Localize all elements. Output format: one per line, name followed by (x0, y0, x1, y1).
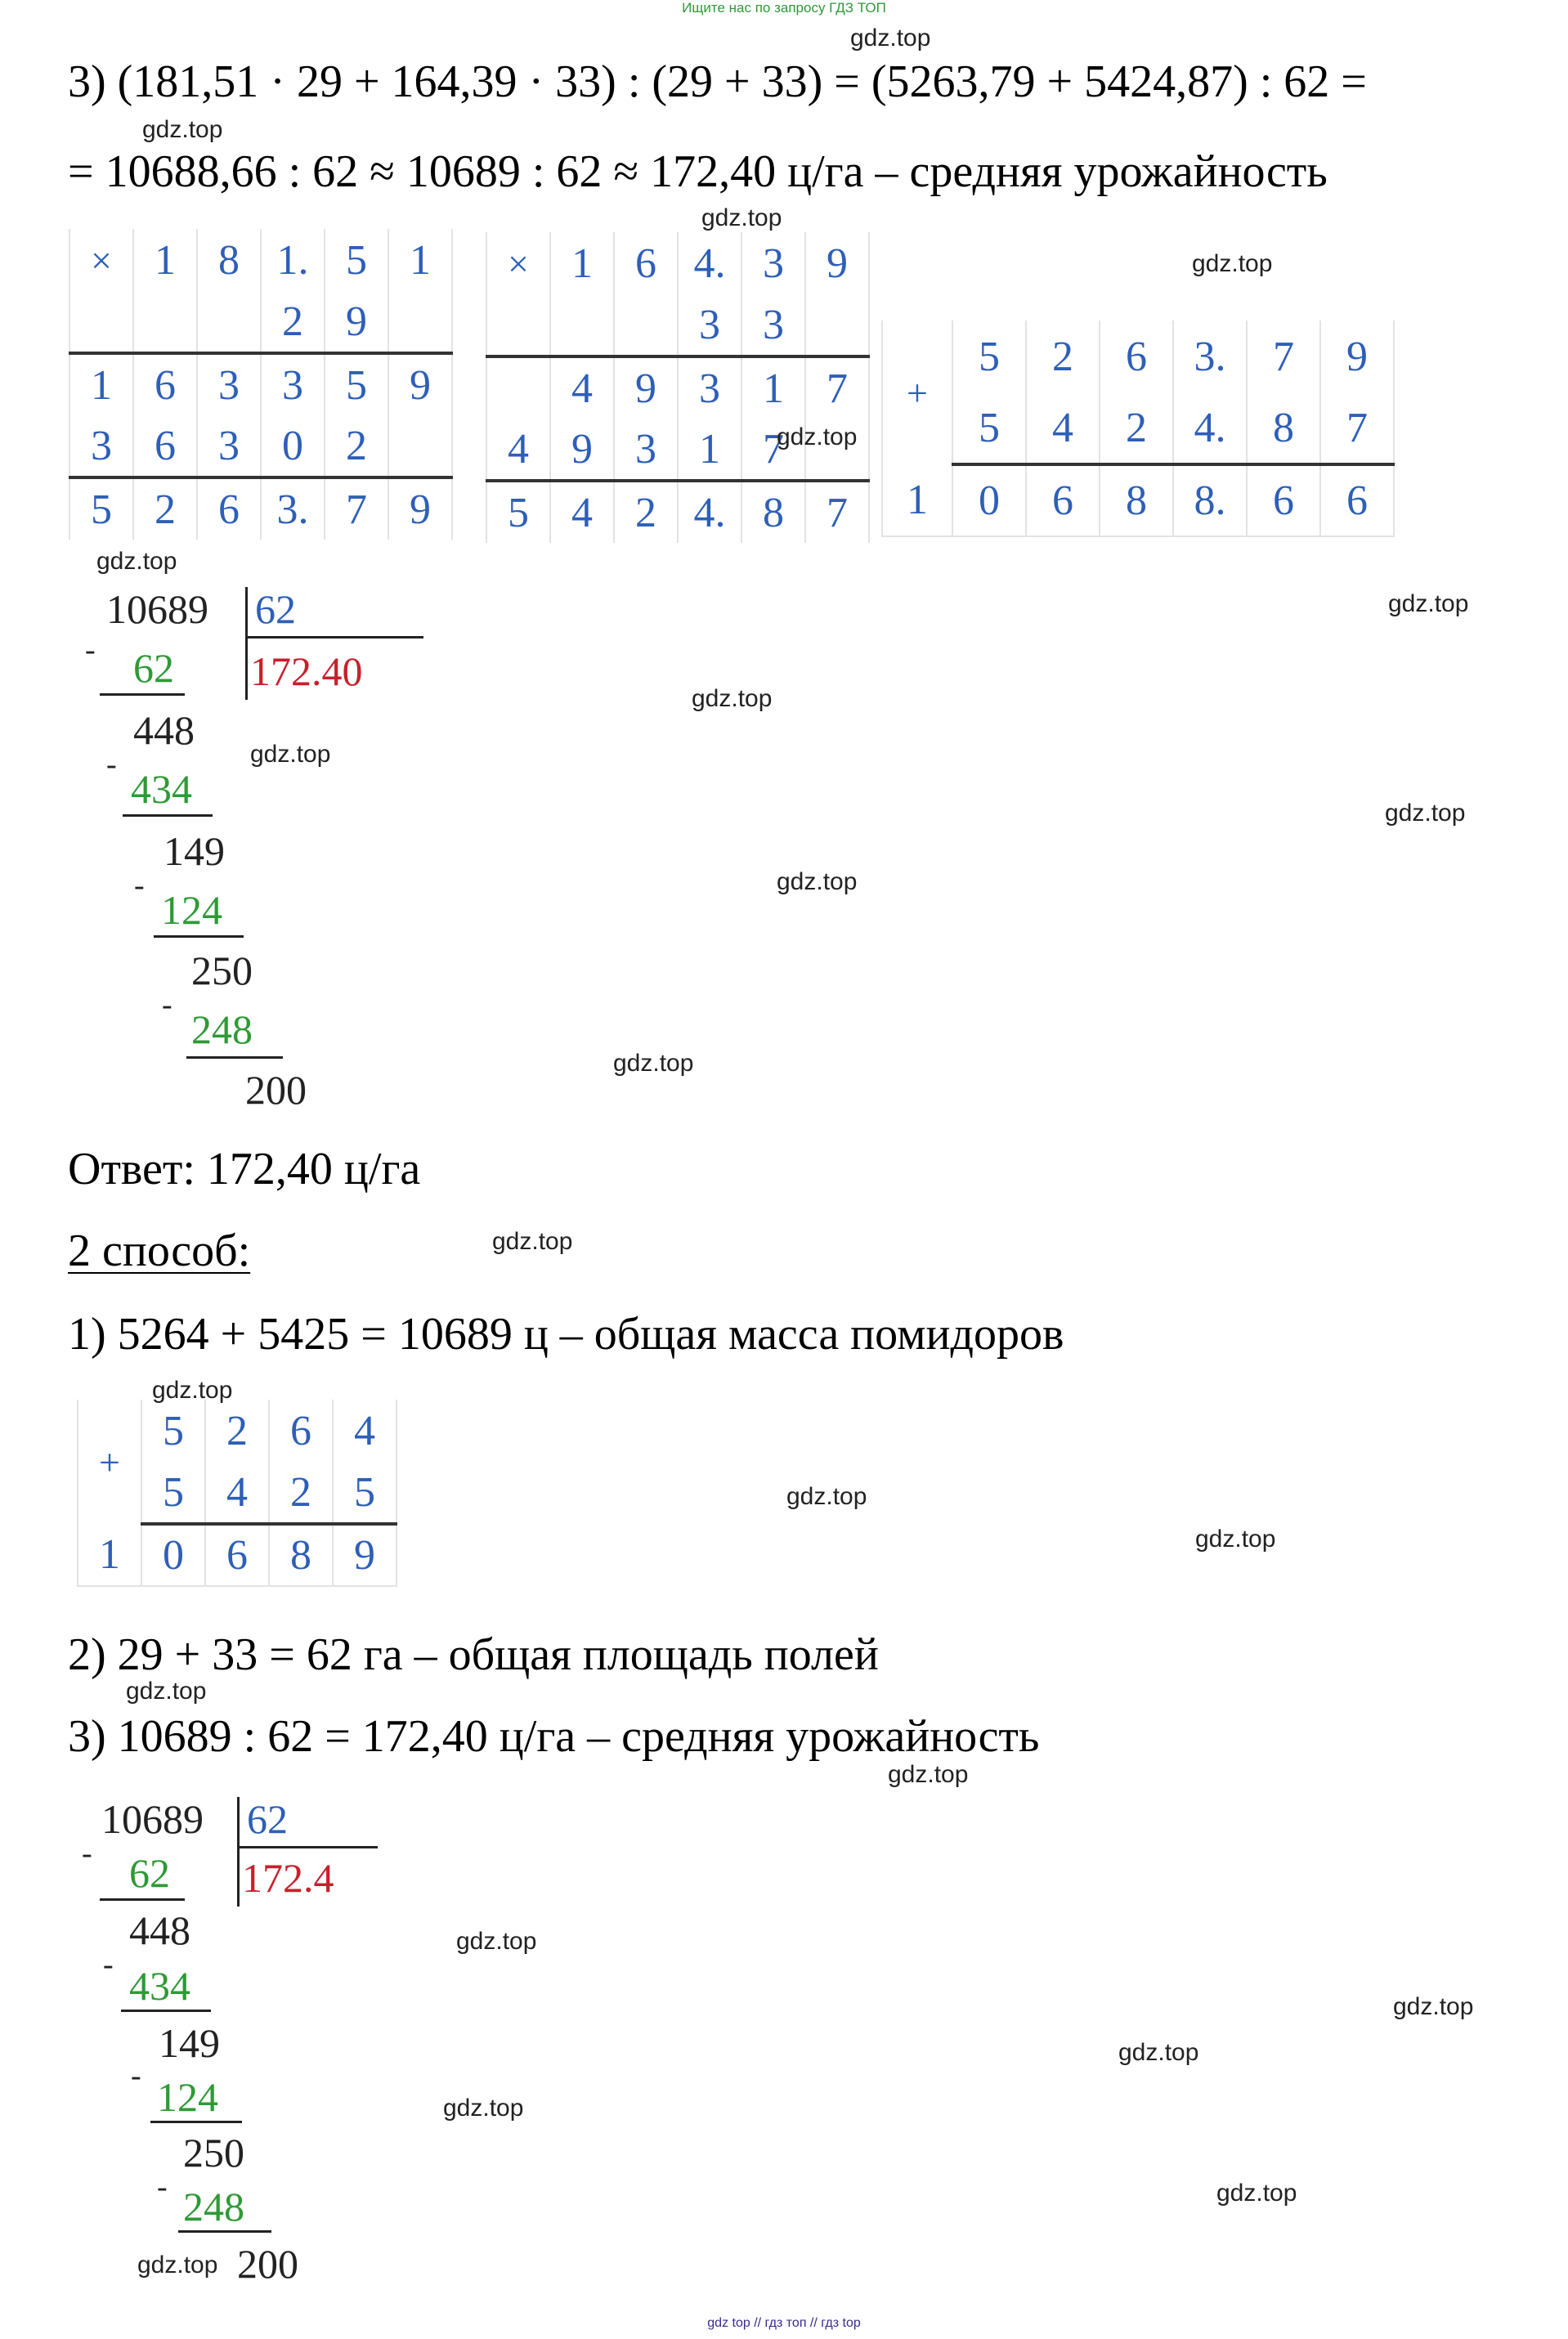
cell: 4 (550, 356, 614, 419)
cell: 0 (141, 1524, 205, 1586)
cell: 7 (325, 477, 388, 540)
division-horizontal-line (237, 1846, 378, 1848)
cell: 5 (325, 353, 388, 415)
plus-sign: + (78, 1400, 141, 1524)
remainder: 250 (191, 948, 253, 993)
quotient: 172.4 (242, 1855, 334, 1901)
underline (121, 2010, 211, 2012)
cell: 5 (69, 477, 133, 540)
cell: 7 (805, 481, 869, 543)
cell: 3 (741, 232, 805, 294)
cell: 5 (325, 229, 388, 291)
minus-sign: - (162, 988, 172, 1022)
cell: 5 (141, 1400, 205, 1462)
underline (186, 1056, 283, 1059)
watermark: gdz.top (250, 741, 331, 768)
minus-sign: - (157, 2170, 168, 2204)
cell (550, 294, 614, 356)
cell (69, 291, 133, 353)
cell: 4 (205, 1462, 269, 1524)
subtrahend: 124 (157, 2074, 218, 2120)
cell: 3 (197, 415, 261, 477)
watermark: gdz.top (1118, 2039, 1199, 2066)
cell (805, 294, 869, 356)
cell: 5 (141, 1462, 205, 1524)
cell: 8 (741, 481, 805, 543)
subtrahend: 248 (191, 1006, 253, 1052)
watermark: gdz.top (850, 25, 931, 52)
cell: 1 (678, 419, 741, 481)
watermark: gdz.top (1192, 250, 1273, 277)
cell: 4. (1173, 392, 1247, 464)
cell: 2 (269, 1462, 333, 1524)
watermark: gdz.top (786, 1483, 867, 1510)
remainder: 448 (133, 707, 195, 753)
watermark: gdz.top (613, 1050, 694, 1077)
answer: Ответ: 172,40 ц/га (68, 1144, 421, 1194)
minus-sign: - (134, 868, 145, 903)
cell: 1. (261, 229, 325, 291)
multiplication-table-1 (69, 229, 453, 540)
cell: 7 (741, 419, 805, 481)
addition-table-2 (77, 1400, 397, 1587)
watermark: gdz.top (1388, 590, 1469, 617)
cell: 9 (388, 353, 452, 415)
underline (150, 2121, 242, 2123)
quotient: 172.40 (250, 648, 363, 694)
top-banner: Ищите нас по запросу ГДЗ ТОП (682, 0, 886, 16)
step-2: 2) 29 + 33 = 62 га – общая площадь полей (68, 1629, 879, 1680)
addition-table-1 (881, 320, 1395, 537)
cell: 8 (1247, 392, 1320, 464)
cell: 4. (678, 232, 741, 294)
cell: 7 (1247, 320, 1320, 392)
cell: 3 (741, 294, 805, 356)
cell: 5 (952, 392, 1026, 464)
watermark: gdz.top (1216, 2180, 1297, 2207)
cell: 6 (1320, 464, 1394, 536)
subtrahend: 62 (133, 645, 174, 691)
divisor: 62 (247, 1796, 288, 1842)
dividend: 10689 (106, 586, 208, 632)
cell: 2 (133, 477, 197, 540)
division-horizontal-line (245, 636, 423, 639)
cell: 1 (388, 229, 452, 291)
watermark: gdz.top (96, 548, 177, 575)
subtrahend: 124 (161, 887, 222, 933)
remainder: 250 (183, 2130, 244, 2175)
cell: 6 (269, 1400, 333, 1462)
line-1: 3) (181,51 · 29 + 164,39 · 33) : (29 + 33) = (5263,79 + 5424,87) : 62 = (68, 56, 1367, 107)
underline (154, 935, 244, 938)
cell: 3 (197, 353, 261, 415)
cell: 6 (614, 232, 678, 294)
cell: 9 (550, 419, 614, 481)
watermark: gdz.top (1385, 800, 1466, 827)
underline (100, 693, 185, 696)
watermark: gdz.top (701, 204, 782, 231)
cell: 0 (952, 464, 1026, 536)
cell: 3 (261, 353, 325, 415)
underline (100, 1898, 185, 1901)
dividend: 10689 (101, 1796, 204, 1842)
cell: 6 (205, 1524, 269, 1586)
watermark: gdz.top (142, 116, 223, 143)
cell: 9 (1320, 320, 1394, 392)
watermark: gdz.top (456, 1928, 537, 1955)
minus-sign: - (106, 747, 117, 782)
cell: 3. (1173, 320, 1247, 392)
cell: 0 (261, 415, 325, 477)
cell (197, 291, 261, 353)
cell (486, 356, 550, 419)
cell (614, 294, 678, 356)
watermark: gdz.top (152, 1377, 233, 1404)
cell: 5 (952, 320, 1026, 392)
minus-sign: - (131, 2059, 141, 2093)
remainder: 448 (129, 1907, 190, 1953)
cell: 3. (261, 477, 325, 540)
cell: 3 (614, 419, 678, 481)
cell: 6 (1100, 320, 1173, 392)
cell: 2 (1026, 320, 1100, 392)
multiply-sign: × (486, 232, 550, 294)
step-3: 3) 10689 : 62 = 172,40 ц/га – средняя урожайность (68, 1711, 1040, 1762)
cell: 5 (486, 481, 550, 543)
watermark: gdz.top (692, 685, 773, 712)
cell: 1 (69, 353, 133, 415)
step-1: 1) 5264 + 5425 = 10689 ц – общая масса помидоров (68, 1309, 1064, 1360)
watermark: gdz.top (443, 2095, 524, 2122)
plus-sign: + (882, 320, 952, 464)
method-2-heading: 2 способ: (68, 1226, 251, 1276)
minus-sign: - (103, 1947, 114, 1982)
footer: gdz top // гдз топ // гдз top (707, 2316, 861, 2330)
cell: 9 (805, 232, 869, 294)
remainder: 149 (164, 828, 225, 874)
underline (123, 814, 213, 817)
remainder: 149 (159, 2020, 220, 2066)
cell: 6 (1026, 464, 1100, 536)
division-vertical-line (245, 587, 248, 700)
cell: 1 (133, 229, 197, 291)
cell: 8. (1173, 464, 1247, 536)
cell: 1 (550, 232, 614, 294)
remainder: 200 (245, 1067, 307, 1113)
cell: 6 (133, 353, 197, 415)
cell: 8 (197, 229, 261, 291)
cell: 1 (741, 356, 805, 419)
cell: 5 (333, 1462, 396, 1524)
cell: 2 (1100, 392, 1173, 464)
cell: 4 (1026, 392, 1100, 464)
multiplication-table-2 (486, 232, 870, 543)
watermark: gdz.top (1393, 1993, 1474, 2020)
cell: 9 (333, 1524, 396, 1586)
cell: 4. (678, 481, 741, 543)
underline (178, 2230, 271, 2233)
cell (133, 291, 197, 353)
minus-sign: - (82, 1836, 92, 1871)
cell: 9 (388, 477, 452, 540)
cell: 7 (1320, 392, 1394, 464)
cell: 6 (133, 415, 197, 477)
cell (388, 291, 452, 353)
minus-sign: - (85, 633, 96, 667)
cell: 2 (325, 415, 388, 477)
cell: 3 (69, 415, 133, 477)
cell: 1 (882, 464, 952, 536)
cell: 8 (269, 1524, 333, 1586)
watermark: gdz.top (888, 1761, 969, 1788)
subtrahend: 434 (129, 1963, 190, 2009)
cell: 9 (325, 291, 388, 353)
divisor: 62 (255, 586, 296, 632)
subtrahend: 434 (131, 766, 192, 812)
cell: 1 (78, 1524, 141, 1586)
cell: 7 (805, 356, 869, 419)
watermark: gdz.top (137, 2252, 218, 2279)
cell: 6 (1247, 464, 1320, 536)
cell: 4 (550, 481, 614, 543)
cell (388, 415, 452, 477)
cell: 6 (197, 477, 261, 540)
cell: 4 (486, 419, 550, 481)
cell: 8 (1100, 464, 1173, 536)
watermark: gdz.top (777, 868, 858, 895)
cell (486, 294, 550, 356)
watermark: gdz.top (1195, 1526, 1276, 1553)
watermark: gdz.top (777, 423, 858, 450)
division-vertical-line (237, 1797, 240, 1907)
cell: 2 (261, 291, 325, 353)
cell: 3 (678, 356, 741, 419)
subtrahend: 248 (183, 2184, 244, 2229)
cell: 4 (333, 1400, 396, 1462)
cell: 3 (678, 294, 741, 356)
watermark: gdz.top (492, 1228, 573, 1255)
multiply-sign: × (69, 229, 133, 291)
subtrahend: 62 (129, 1850, 170, 1896)
watermark: gdz.top (126, 1678, 207, 1705)
cell: 2 (614, 481, 678, 543)
remainder: 200 (237, 2241, 298, 2287)
line-2: = 10688,66 : 62 ≈ 10689 : 62 ≈ 172,40 ц/га – средняя урожайность (68, 146, 1328, 197)
cell: 2 (205, 1400, 269, 1462)
cell: 9 (614, 356, 678, 419)
